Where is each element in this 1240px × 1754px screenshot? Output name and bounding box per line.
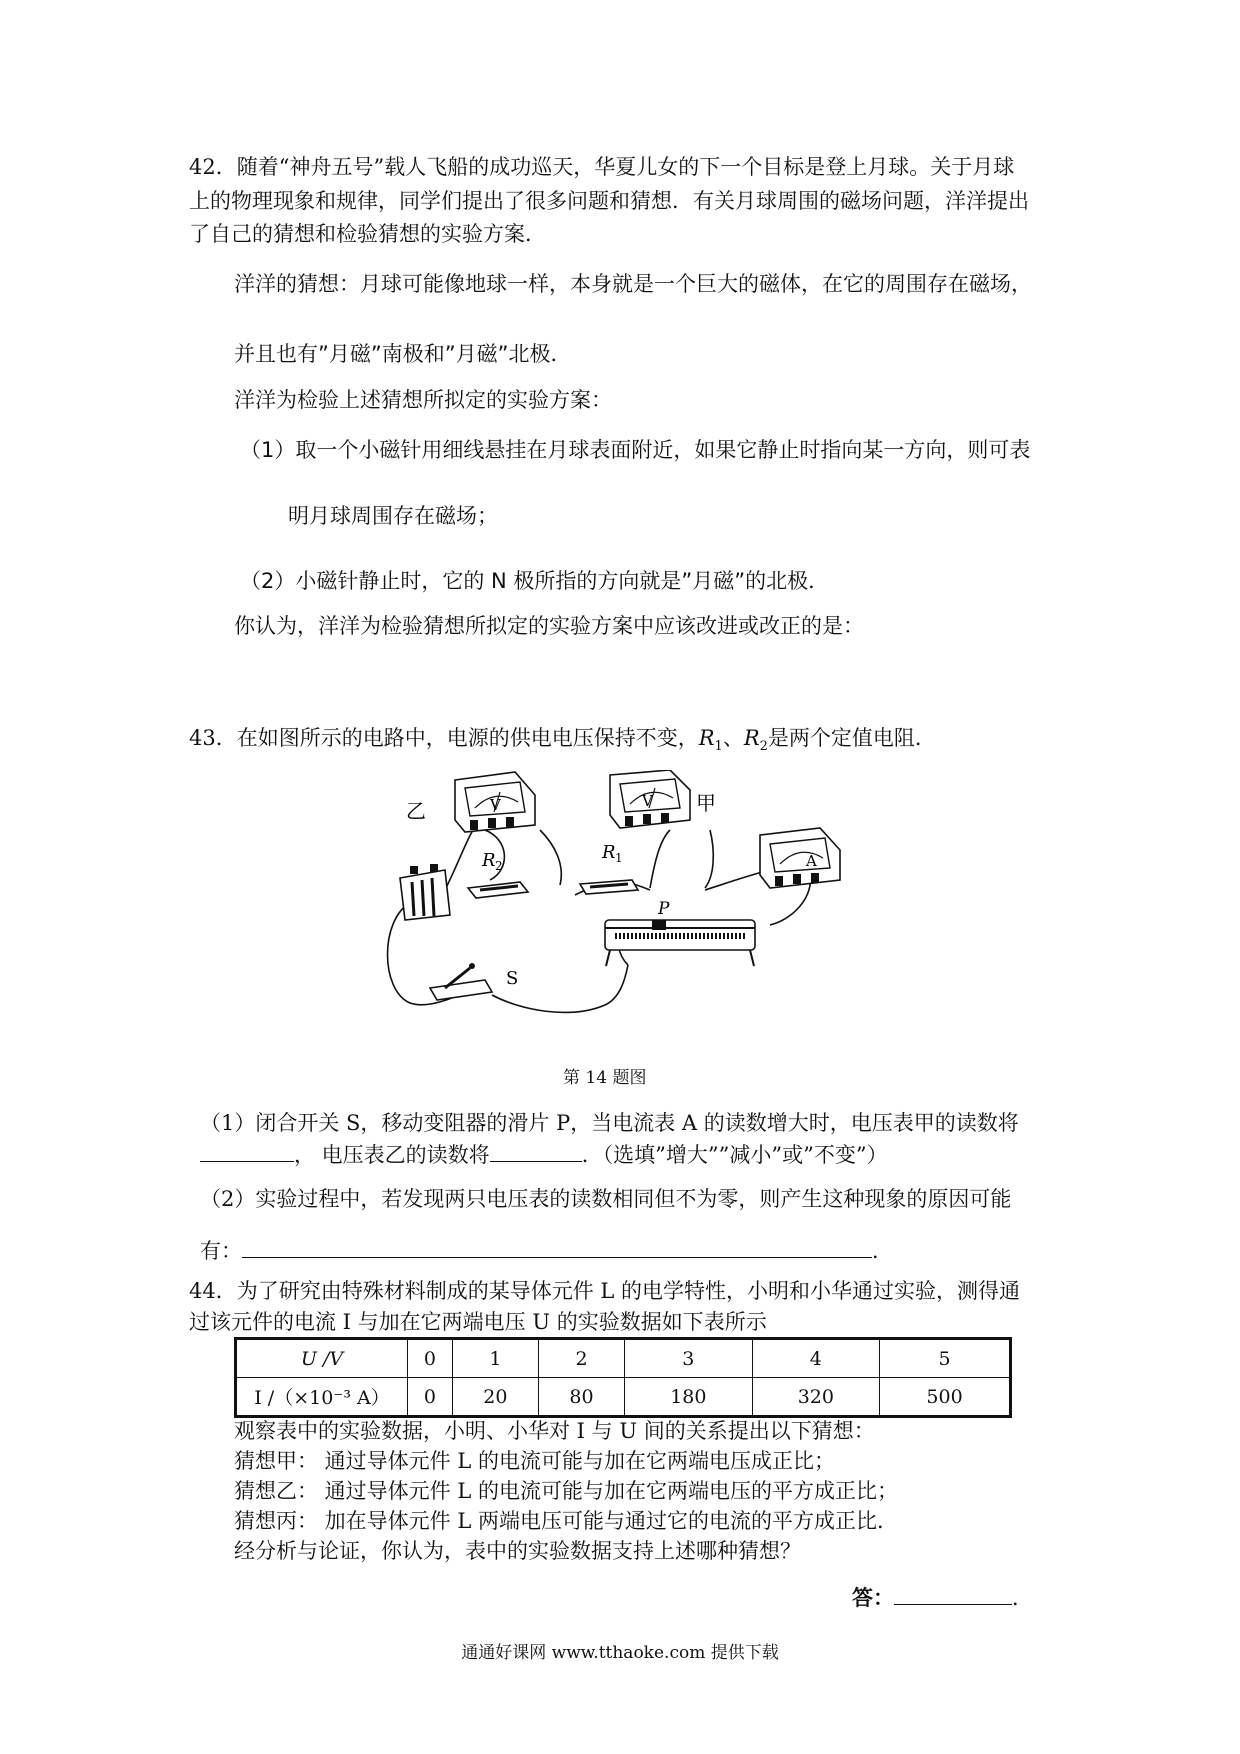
q43-p2-b [200,1236,893,1266]
q42-guess-b: 并且也有”月磁”南极和”月磁”北极． [234,342,572,366]
table-cell: 500 [880,1378,1011,1417]
resistor-r1-icon [580,880,638,894]
answer-end: ． [1012,1586,1033,1610]
table-cell: 80 [538,1378,624,1417]
label-r1-sub: 1 [615,851,623,865]
label-jia: 甲 [696,791,716,815]
q44-g1: 猜想甲： 通过导体元件 L 的电流可能与加在它两端电压成正比； [234,1449,835,1473]
q44-g2: 猜想乙： 通过导体元件 L 的电流可能与加在它两端电压的平方成正比； [234,1479,898,1503]
q43-r1-sub: 1 [714,739,723,755]
label-r2: R [482,850,496,871]
q42-line1: 42．随着“神舟五号”载人飞船的成功巡天，华夏儿女的下一个目标是登上月球。关于月球 [189,155,1015,179]
label-yi: 乙 [406,799,426,823]
table-cell: 1 [452,1339,538,1378]
blank-answer[interactable] [894,1584,1012,1605]
q42-step2: （2）小磁针静止时，它的 N 极所指的方向就是”月磁”的北极． [240,569,830,593]
q42-line2: 上的物理现象和规律，同学们提出了很多问题和猜想．有关月球周围的磁场问题，洋洋提出 [189,189,1029,213]
table-cell: 0 [408,1339,453,1378]
q44-line1: 44．为了研究由特殊材料制成的某导体元件 L 的电学特性，小明和小华通过实验，测得通 [189,1279,1021,1303]
table-cell: 0 [408,1378,453,1417]
ammeter-icon [760,828,840,888]
q42-guess-label: 洋洋的猜想： [234,272,360,296]
q43-p1-a: （1）闭合开关 S，移动变阻器的滑片 P，当电流表 A 的读数增大时，电压表甲的读数将 [200,1111,1019,1135]
switch-icon [430,963,492,1000]
table-header-i: I /（×10⁻³ A） [236,1378,408,1417]
wire-jia-r1-left [650,830,670,888]
q44-g3: 猜想丙： 加在导体元件 L 两端电压可能与通过它的电流的平方成正比． [234,1509,898,1533]
data-table [234,1337,1012,1418]
q43-p2-b-label: 有： [200,1239,242,1263]
q43-p1-b1: ， 电压表乙的读数将 [294,1143,490,1167]
table-cell: 320 [752,1378,879,1417]
footer: 通通好课网 www.tthaoke.com 提供下载 [461,1643,779,1663]
battery-icon [400,864,450,920]
q43-p1-b [200,1140,888,1170]
blank-jia[interactable] [200,1141,294,1162]
q43-p2-end: ． [872,1239,893,1263]
table-row [236,1378,1011,1417]
q42-line3: 了自己的猜想和检验猜想的实验方案． [189,222,546,246]
q44-ask: 经分析与论证，你认为，表中的实验数据支持上述哪种猜想？ [234,1539,801,1563]
resistor-r2-icon [468,882,528,898]
q43-p2-a: （2）实验过程中，若发现两只电压表的读数相同但不为零，则产生这种现象的原因可能 [200,1187,1012,1211]
table-cell: 20 [452,1378,538,1417]
q44-obs: 观察表中的实验数据，小明、小华对 I 与 U 间的关系提出以下猜想： [234,1419,875,1443]
q42-plan-intro: 洋洋为检验上述猜想所拟定的实验方案： [234,388,612,412]
q43-intro [189,723,936,762]
q42-guess [234,268,1032,299]
table-cell: 2 [538,1339,624,1378]
q43-r1: R [698,726,715,750]
q43-sep: 、 [722,726,744,750]
rheostat-icon [605,920,755,966]
q42-step1-a: （1）取一个小磁针用细线悬挂在月球表面附近，如果它静止时指向某一方向，则可表 [240,438,1031,462]
label-r2-sub: 2 [495,859,503,873]
meter-v-yi: V [490,796,501,814]
q42-guess-a: 月球可能像地球一样，本身就是一个巨大的磁体，在它的周围存在磁场， [360,272,1032,296]
label-r1: R [602,842,616,863]
table-cell: 3 [625,1339,752,1378]
table-cell: 5 [880,1339,1011,1378]
q42-question: 你认为，洋洋为检验猜想所拟定的实验方案中应该改进或改正的是： [234,614,864,638]
q43-intro-a: 43．在如图所示的电路中，电源的供电电压保持不变， [189,726,699,750]
table-header-u: U /V [236,1339,408,1378]
q44-answer [852,1582,1033,1612]
wire-yi-r2-right [540,830,561,885]
circuit-figure [370,770,880,1030]
table-cell: 180 [625,1378,752,1417]
answer-label: 答： [852,1586,894,1610]
table-cell: 4 [752,1339,879,1378]
blank-yi[interactable] [490,1141,582,1162]
q43-p1-b2: ．（选填”增大” [581,1143,719,1167]
q43-r2-sub: 2 [759,739,768,755]
label-s: S [506,968,519,989]
blank-reason[interactable] [242,1237,872,1258]
q43-p1-b3: ”减小”或”不变”） [718,1143,888,1167]
label-p: P [658,899,670,919]
q43-r2: R [743,726,760,750]
figure-caption: 第 14 题图 [563,1068,647,1088]
meter-a: A [806,852,817,870]
q44-line2: 过该元件的电流 I 与加在它两端电压 U 的实验数据如下表所示 [189,1310,767,1334]
q42-step1-b: 明月球周围存在磁场； [288,504,498,528]
q43-intro-b: 是两个定值电阻． [767,726,936,750]
wire-jia-r1-right [705,830,713,888]
table-row [236,1339,1011,1378]
meter-v-jia: V [642,792,653,810]
